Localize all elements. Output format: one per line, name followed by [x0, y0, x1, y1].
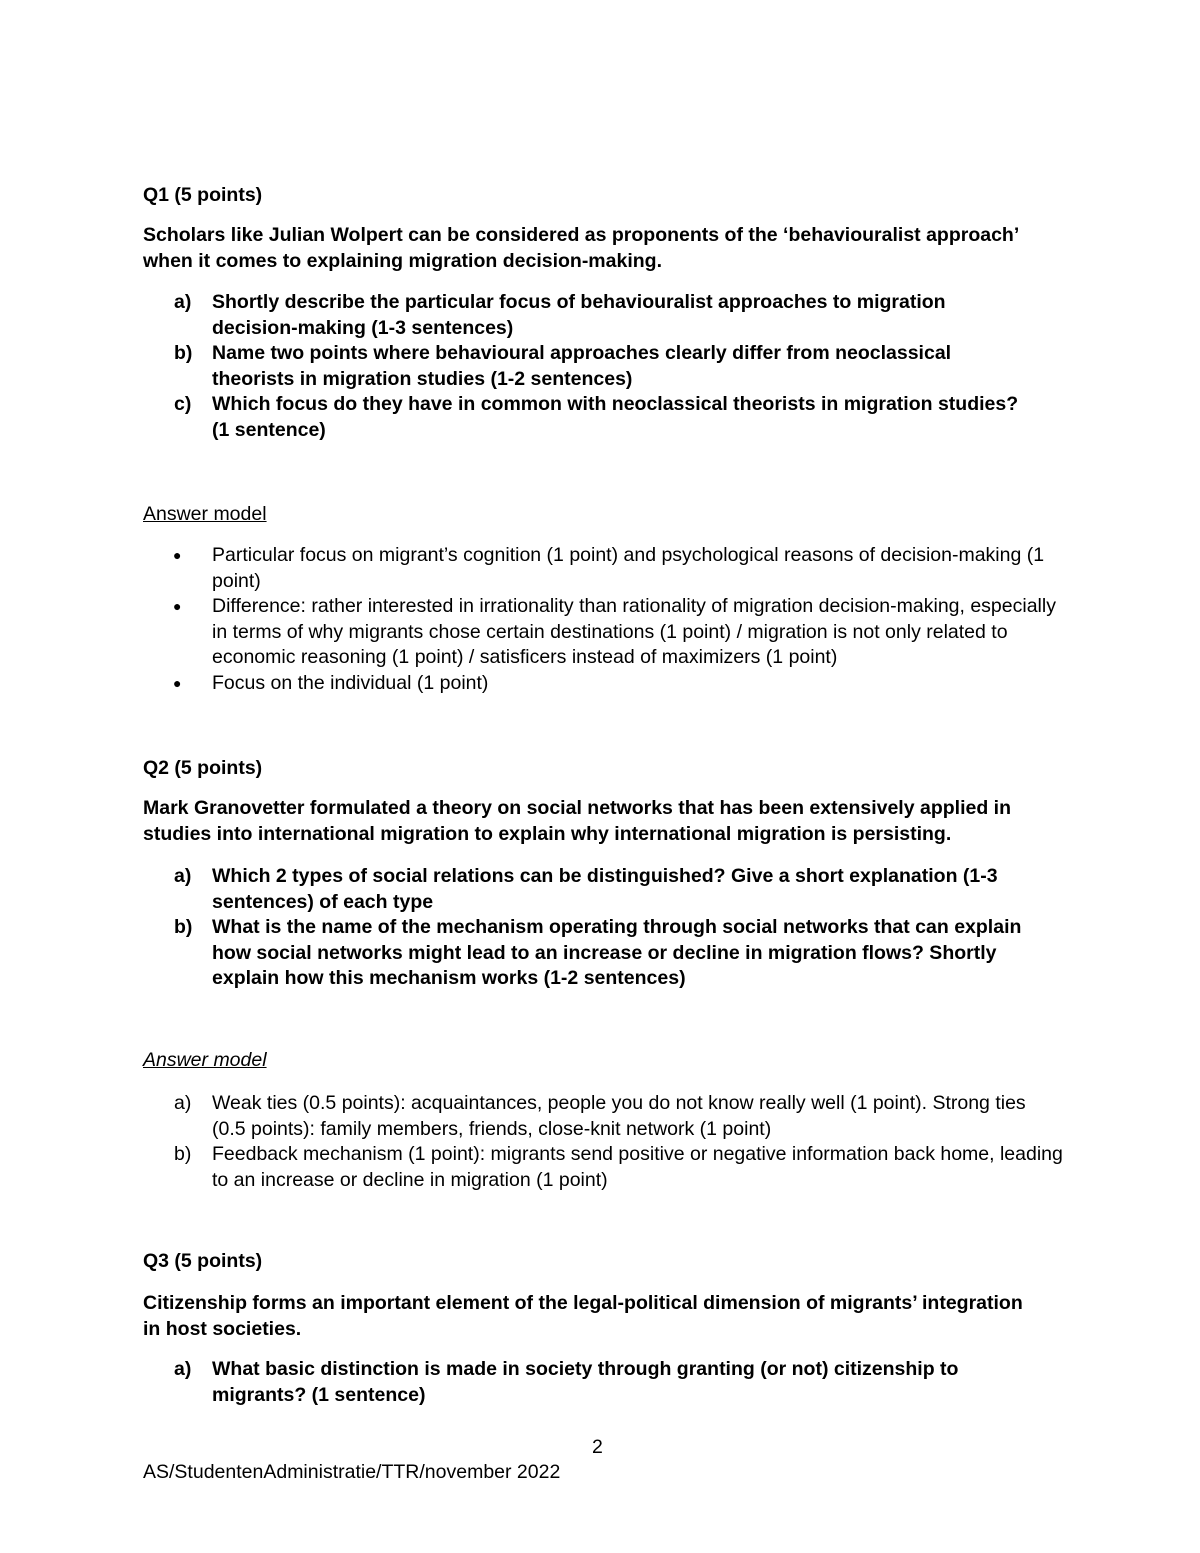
list-item: a) Shortly describe the particular focus of behaviouralist approaches to migration decision-making (1-3 sentences)	[174, 291, 946, 339]
q3-intro: Citizenship forms an important element of the legal-political dimension of migrants’ integration in host societies.	[143, 1292, 1023, 1340]
list-item: a) Which 2 types of social relations can be distinguished? Give a short explanation (1-3 sentences) of each type	[174, 865, 998, 913]
q2-answer-heading: Answer model	[143, 1049, 267, 1071]
q1-answer-list	[143, 543, 1063, 696]
list-item: ● Particular focus on migrant’s cognition (1 point) and psychological reasons of decision-making (1 point)	[173, 544, 1045, 592]
list-item: b) Feedback mechanism (1 point): migrants send positive or negative information back home, leading to an increase or decline in migration (1 point)	[174, 1143, 1063, 1191]
q1-question-list	[143, 290, 1023, 443]
list-item: ● Difference: rather interested in irrationality than rationality of migration decision-making, especially in terms of why migrants chose certain destinations (1 point) / migration is not only related to economic reasoning (1 point) / satisficers instead of maximizers (1 point)	[173, 595, 1056, 668]
list-item: c) Which focus do they have in common with neoclassical theorists in migration studies? (1 sentence)	[174, 393, 1019, 441]
list-item: a) Weak ties (0.5 points): acquaintances, people you do not know really well (1 point). Strong ties (0.5 points): family members, friends, close-knit network (1 point)	[174, 1092, 1026, 1140]
q2-question-list	[143, 864, 1063, 992]
q1-answer-heading: Answer model	[143, 503, 267, 525]
list-item: ● Focus on the individual (1 point)	[143, 671, 1063, 697]
bullet-icon: ●	[173, 674, 182, 691]
q2-answer-list	[143, 1091, 1063, 1193]
q2-title: Q2 (5 points)	[143, 757, 263, 779]
footer-admin-text: AS/StudentenAdministratie/TTR/november 2022	[143, 1461, 561, 1483]
list-item: a) What basic distinction is made in society through granting (or not) citizenship to migrants? (1 sentence)	[174, 1358, 959, 1406]
q2-intro: Mark Granovetter formulated a theory on social networks that has been extensively applied in studies into international migration to explain why international migration is persisting.	[143, 797, 1011, 845]
page-number: 2	[592, 1436, 603, 1458]
q1-title: Q1 (5 points)	[143, 184, 263, 206]
q1-intro: Scholars like Julian Wolpert can be considered as proponents of the ‘behaviouralist approach’ when it comes to explaining migration decision-making.	[143, 224, 1019, 272]
bullet-icon: ●	[173, 547, 182, 563]
list-item: b) What is the name of the mechanism operating through social networks that can explain how social networks might lead to an increase or decline in migration flows? Shortly explain how this mechanism works (1-2 sentences)	[174, 916, 1022, 989]
q3-title: Q3 (5 points)	[143, 1250, 263, 1272]
bullet-icon: ●	[173, 598, 182, 614]
q3-question-list	[143, 1357, 1023, 1408]
list-item: b) Name two points where behavioural approaches clearly differ from neoclassical theorists in migration studies (1-2 sentences)	[174, 342, 952, 390]
